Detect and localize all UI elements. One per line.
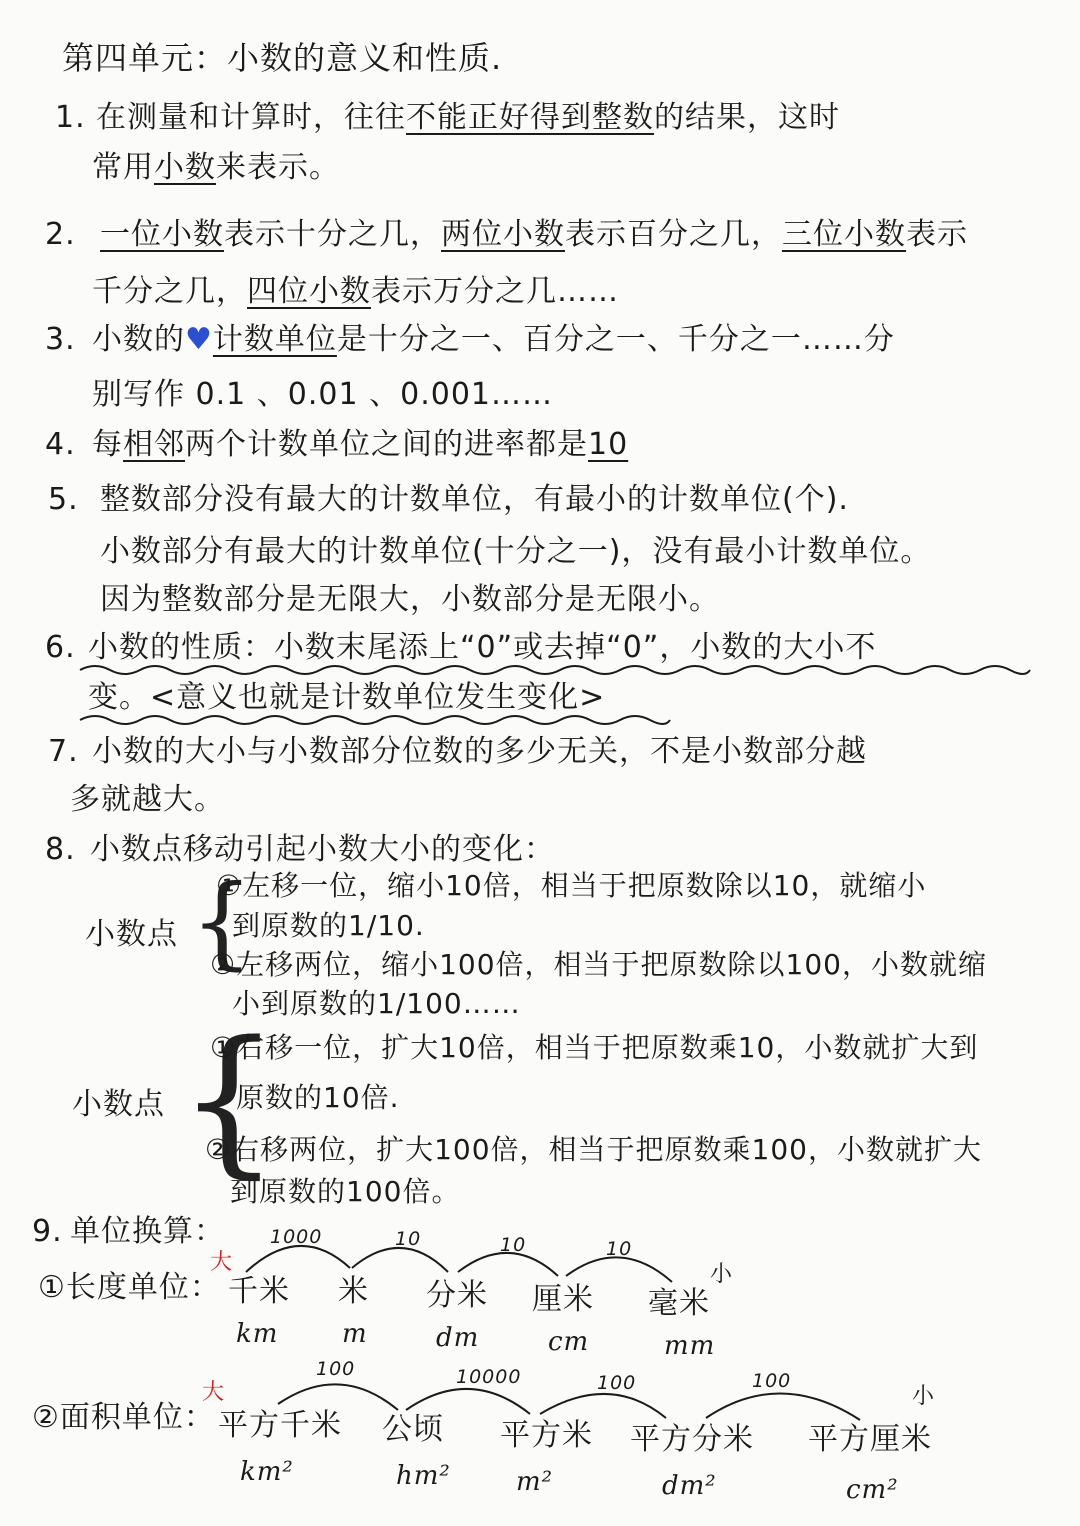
unit-name: 分米 (426, 1278, 488, 1313)
conversion-arc (458, 1253, 558, 1276)
right-shift-2-line1: ②右移两位，扩大100倍，相当于把原数乘100，小数就扩大 (205, 1133, 982, 1166)
item-5-line2: 小数部分有最大的计数单位(十分之一)，没有最小计数单位。 (100, 534, 932, 569)
unit-abbr: km² (240, 1457, 294, 1487)
underlined-phrase: 不能正好得到整数 (406, 100, 654, 135)
item-5-number: 5. (48, 482, 79, 517)
right-shift-1-line1: ①右移一位，扩大10倍，相当于把原数乘10，小数就扩大到 (210, 1031, 979, 1064)
item-2-line2: 千分之几，四位小数表示万分之几…… (92, 274, 619, 309)
unit-abbr: dm² (662, 1471, 717, 1501)
left-shift-1-line2: 到原数的1/10. (232, 909, 425, 942)
item-3-number: 3. (45, 322, 76, 357)
unit-abbr: m² (516, 1467, 554, 1497)
unit-name: 平方千米 (218, 1408, 342, 1443)
item-8-number: 8. (45, 832, 76, 867)
left-shift-1-line1: ①左移一位，缩小10倍，相当于把原数除以10，就缩小 (216, 869, 927, 902)
heart-icon: ♥ (185, 322, 213, 357)
wavy-underline (80, 716, 670, 724)
area-units-label: ②面积单位： (32, 1400, 215, 1435)
item-5-line1: 整数部分没有最大的计数单位，有最小的计数单位(个). (100, 482, 849, 517)
left-shift-2-line1: ②左移两位，缩小100倍，相当于把原数除以100，小数就缩 (210, 948, 987, 981)
item-2-number: 2. (45, 217, 76, 252)
unit-abbr: hm² (396, 1461, 451, 1491)
rate-label: 10000 (456, 1366, 522, 1388)
rate-label: 10 (606, 1238, 633, 1260)
item-6-number: 6. (45, 630, 76, 665)
item-7-number: 7. (48, 734, 79, 769)
decimal-point-label-left: 小数点 (85, 917, 178, 952)
item-1-line2: 常用小数来表示。 (92, 150, 340, 185)
item-4-line1: 每相邻两个计数单位之间的进率都是10 (92, 427, 629, 462)
unit-name: 米 (338, 1274, 369, 1309)
item-1-number: 1. (55, 100, 86, 135)
conversion-arc (352, 1248, 448, 1272)
unit-abbr: mm (664, 1331, 716, 1361)
unit-name: 公顷 (382, 1412, 444, 1447)
conversion-arc (278, 1384, 398, 1410)
big-marker: 大 (202, 1380, 226, 1405)
page-title: 第四单元：小数的意义和性质. (62, 39, 503, 77)
unit-abbr: cm² (846, 1475, 899, 1505)
big-marker: 大 (210, 1250, 234, 1275)
item-3-line1: 小数的♥计数单位是十分之一、百分之一、千分之一……分 (92, 322, 895, 357)
conversion-arc (246, 1246, 350, 1272)
small-marker: 小 (710, 1262, 734, 1287)
rate-label: 10 (500, 1234, 527, 1256)
item-7-line2: 多就越大。 (70, 782, 225, 817)
item-3-line2: 别写作 0.1 、0.01 、0.001…… (92, 377, 553, 412)
unit-name: 毫米 (648, 1286, 710, 1321)
unit-abbr: dm (436, 1323, 480, 1353)
unit-abbr: cm (548, 1327, 590, 1357)
item-6-line2: 变。<意义也就是计数单位发生变化> (88, 680, 606, 715)
item-9-number: 9. (32, 1214, 63, 1249)
item-7-line1: 小数的大小与小数部分位数的多少无关，不是小数部分越 (92, 734, 867, 769)
small-marker: 小 (912, 1384, 936, 1409)
right-shift-1-line2: 原数的10倍. (236, 1081, 400, 1114)
rate-label: 100 (316, 1358, 356, 1380)
rate-label: 100 (752, 1370, 792, 1392)
unit-name: 平方米 (500, 1418, 593, 1453)
item-5-line3: 因为整数部分是无限大，小数部分是无限小。 (100, 582, 720, 617)
unit-name: 厘米 (532, 1282, 594, 1317)
unit-abbr: km (236, 1319, 279, 1349)
item-2-line1: 一位小数表示十分之几，两位小数表示百分之几，三位小数表示 (100, 217, 968, 252)
item-4-number: 4. (45, 427, 76, 462)
unit-name: 平方分米 (630, 1422, 754, 1457)
unit-name: 平方厘米 (808, 1422, 932, 1457)
brace-icon: { (178, 1006, 280, 1193)
conversion-arc (566, 1257, 672, 1282)
length-units-label: ①长度单位： (38, 1270, 221, 1305)
left-shift-2-line2: 小到原数的1/100…… (232, 987, 521, 1020)
item-8-heading: 小数点移动引起小数大小的变化： (90, 832, 555, 867)
rate-label: 10 (395, 1228, 422, 1250)
unit-abbr: m (342, 1319, 368, 1349)
item-6-line1: 小数的性质：小数末尾添上“0”或去掉“0”，小数的大小不 (88, 630, 877, 665)
rate-label: 1000 (270, 1226, 323, 1248)
conversion-arc (406, 1389, 530, 1414)
wavy-underline (80, 666, 1030, 674)
underlined-phrase: 小数 (154, 150, 216, 185)
rate-label: 100 (597, 1372, 637, 1394)
conversion-arc (540, 1394, 666, 1418)
unit-name: 千米 (228, 1274, 290, 1309)
conversion-arc (706, 1393, 860, 1420)
item-9-heading: 单位换算： (70, 1214, 225, 1249)
right-shift-2-line2: 到原数的100倍。 (230, 1175, 461, 1208)
item-1-line1: 在测量和计算时，往往不能正好得到整数的结果，这时 (96, 100, 840, 135)
decimal-point-label-right: 小数点 (72, 1087, 165, 1122)
brace-icon: { (190, 863, 254, 980)
